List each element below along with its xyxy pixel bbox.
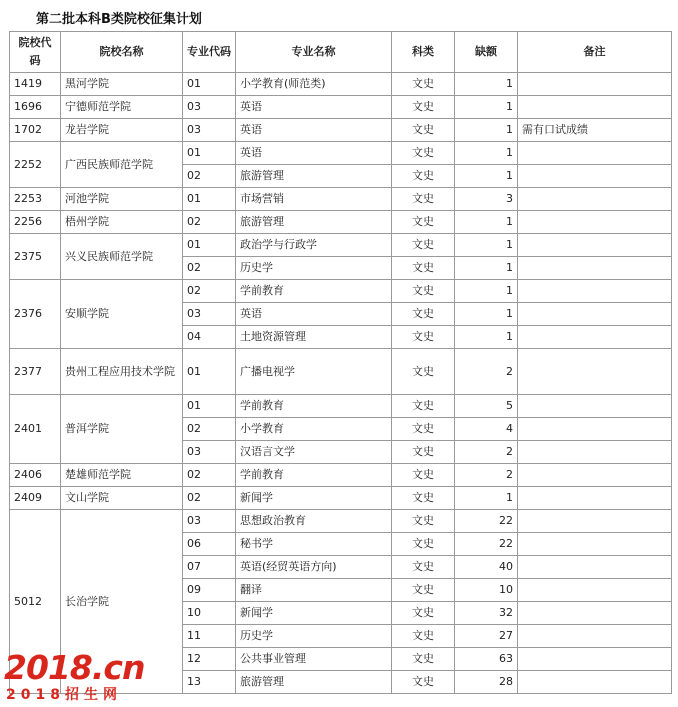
subject-cell: 文史 — [392, 395, 455, 418]
major-code-cell: 04 — [183, 326, 236, 349]
note-cell — [518, 73, 672, 96]
school-code-cell: 1696 — [10, 96, 61, 119]
major-code-cell: 11 — [183, 625, 236, 648]
note-cell — [518, 395, 672, 418]
table-row — [10, 280, 672, 303]
table-row — [10, 395, 672, 418]
note-cell — [518, 510, 672, 533]
school-code-cell: 2376 — [10, 280, 61, 349]
major-name-cell: 公共事业管理 — [236, 648, 392, 671]
major-name-cell: 新闻学 — [236, 602, 392, 625]
major-code-cell: 03 — [183, 510, 236, 533]
quota-cell: 1 — [455, 73, 518, 96]
subject-cell: 文史 — [392, 464, 455, 487]
school-name-cell: 贵州工程应用技术学院 — [61, 349, 183, 395]
major-name-cell: 英语 — [236, 96, 392, 119]
school-code-cell: 2409 — [10, 487, 61, 510]
major-code-cell: 02 — [183, 165, 236, 188]
table-row — [10, 96, 672, 119]
major-code-cell: 01 — [183, 395, 236, 418]
quota-cell: 28 — [455, 671, 518, 694]
major-code-cell: 10 — [183, 602, 236, 625]
major-code-cell: 01 — [183, 188, 236, 211]
major-code-cell: 09 — [183, 579, 236, 602]
major-name-cell: 汉语言文学 — [236, 441, 392, 464]
major-name-cell: 历史学 — [236, 257, 392, 280]
school-name-cell: 文山学院 — [61, 487, 183, 510]
quota-cell: 22 — [455, 533, 518, 556]
subject-cell: 文史 — [392, 648, 455, 671]
major-code-cell: 01 — [183, 234, 236, 257]
school-name-cell: 楚雄师范学院 — [61, 464, 183, 487]
school-name-cell: 黑河学院 — [61, 73, 183, 96]
major-code-cell: 06 — [183, 533, 236, 556]
quota-cell: 1 — [455, 96, 518, 119]
major-code-cell: 02 — [183, 418, 236, 441]
subject-cell: 文史 — [392, 579, 455, 602]
note-cell — [518, 211, 672, 234]
quota-cell: 1 — [455, 234, 518, 257]
table-row — [10, 487, 672, 510]
school-code-cell: 5012 — [10, 510, 61, 694]
major-code-cell: 07 — [183, 556, 236, 579]
school-code-cell: 2401 — [10, 395, 61, 464]
school-name-cell: 长治学院 — [61, 510, 183, 694]
note-cell — [518, 280, 672, 303]
quota-cell: 1 — [455, 119, 518, 142]
major-code-cell: 01 — [183, 142, 236, 165]
school-code-cell: 1419 — [10, 73, 61, 96]
header-school-name: 院校名称 — [61, 32, 183, 73]
subject-cell: 文史 — [392, 418, 455, 441]
school-code-cell: 2253 — [10, 188, 61, 211]
note-cell — [518, 234, 672, 257]
header-major-code: 专业代码 — [183, 32, 236, 73]
subject-cell: 文史 — [392, 441, 455, 464]
major-code-cell: 03 — [183, 119, 236, 142]
major-name-cell: 翻译 — [236, 579, 392, 602]
quota-cell: 1 — [455, 257, 518, 280]
table-row — [10, 211, 672, 234]
subject-cell: 文史 — [392, 211, 455, 234]
quota-cell: 1 — [455, 280, 518, 303]
subject-cell: 文史 — [392, 671, 455, 694]
major-code-cell: 03 — [183, 441, 236, 464]
major-code-cell: 01 — [183, 349, 236, 395]
major-name-cell: 秘书学 — [236, 533, 392, 556]
school-name-cell: 广西民族师范学院 — [61, 142, 183, 188]
note-cell — [518, 464, 672, 487]
school-code-cell: 2375 — [10, 234, 61, 280]
quota-cell: 5 — [455, 395, 518, 418]
note-cell — [518, 418, 672, 441]
subject-cell: 文史 — [392, 533, 455, 556]
quota-cell: 1 — [455, 303, 518, 326]
major-code-cell: 03 — [183, 303, 236, 326]
major-name-cell: 新闻学 — [236, 487, 392, 510]
school-code-cell: 2252 — [10, 142, 61, 188]
major-name-cell: 学前教育 — [236, 280, 392, 303]
watermark-main-text: 2018.cn — [4, 648, 145, 687]
subject-cell: 文史 — [392, 119, 455, 142]
subject-cell: 文史 — [392, 257, 455, 280]
table-row — [10, 73, 672, 96]
major-name-cell: 英语(经贸英语方向) — [236, 556, 392, 579]
school-code-cell: 2406 — [10, 464, 61, 487]
subject-cell: 文史 — [392, 142, 455, 165]
note-cell: 需有口试成绩 — [518, 119, 672, 142]
subject-cell: 文史 — [392, 326, 455, 349]
major-name-cell: 思想政治教育 — [236, 510, 392, 533]
school-name-cell: 宁德师范学院 — [61, 96, 183, 119]
major-name-cell: 旅游管理 — [236, 165, 392, 188]
note-cell — [518, 533, 672, 556]
quota-cell: 1 — [455, 211, 518, 234]
subject-cell: 文史 — [392, 510, 455, 533]
school-name-cell: 梧州学院 — [61, 211, 183, 234]
major-name-cell: 英语 — [236, 119, 392, 142]
school-name-cell: 安顺学院 — [61, 280, 183, 349]
major-code-cell: 03 — [183, 96, 236, 119]
school-name-cell: 兴义民族师范学院 — [61, 234, 183, 280]
major-name-cell: 历史学 — [236, 625, 392, 648]
major-name-cell: 旅游管理 — [236, 671, 392, 694]
school-code-cell: 1702 — [10, 119, 61, 142]
header-quota: 缺额 — [455, 32, 518, 73]
major-name-cell: 广播电视学 — [236, 349, 392, 395]
quota-cell: 4 — [455, 418, 518, 441]
major-name-cell: 英语 — [236, 142, 392, 165]
subject-cell: 文史 — [392, 625, 455, 648]
major-name-cell: 英语 — [236, 303, 392, 326]
major-name-cell: 政治学与行政学 — [236, 234, 392, 257]
quota-cell: 10 — [455, 579, 518, 602]
note-cell — [518, 441, 672, 464]
quota-cell: 32 — [455, 602, 518, 625]
major-code-cell: 02 — [183, 257, 236, 280]
major-name-cell: 土地资源管理 — [236, 326, 392, 349]
table-row — [10, 510, 672, 533]
quota-cell: 1 — [455, 142, 518, 165]
note-cell — [518, 602, 672, 625]
subject-cell: 文史 — [392, 349, 455, 395]
note-cell — [518, 556, 672, 579]
major-name-cell: 小学教育 — [236, 418, 392, 441]
note-cell — [518, 165, 672, 188]
quota-cell: 3 — [455, 188, 518, 211]
table-row — [10, 349, 672, 395]
header-note: 备注 — [518, 32, 672, 73]
school-name-cell: 河池学院 — [61, 188, 183, 211]
major-name-cell: 旅游管理 — [236, 211, 392, 234]
quota-cell: 63 — [455, 648, 518, 671]
major-code-cell: 02 — [183, 464, 236, 487]
major-code-cell: 01 — [183, 73, 236, 96]
subject-cell: 文史 — [392, 280, 455, 303]
quota-cell: 22 — [455, 510, 518, 533]
major-name-cell: 学前教育 — [236, 395, 392, 418]
table-row — [10, 234, 672, 257]
note-cell — [518, 671, 672, 694]
major-code-cell: 13 — [183, 671, 236, 694]
subject-cell: 文史 — [392, 96, 455, 119]
major-code-cell: 02 — [183, 487, 236, 510]
subject-cell: 文史 — [392, 487, 455, 510]
note-cell — [518, 188, 672, 211]
note-cell — [518, 487, 672, 510]
note-cell — [518, 349, 672, 395]
school-name-cell: 龙岩学院 — [61, 119, 183, 142]
note-cell — [518, 579, 672, 602]
school-name-cell: 普洱学院 — [61, 395, 183, 464]
quota-cell: 1 — [455, 326, 518, 349]
quota-cell: 27 — [455, 625, 518, 648]
quota-cell: 2 — [455, 441, 518, 464]
table-header-row — [10, 32, 672, 73]
school-code-cell: 2256 — [10, 211, 61, 234]
school-code-cell: 2377 — [10, 349, 61, 395]
subject-cell: 文史 — [392, 234, 455, 257]
quota-cell: 40 — [455, 556, 518, 579]
subject-cell: 文史 — [392, 303, 455, 326]
major-code-cell: 02 — [183, 280, 236, 303]
note-cell — [518, 648, 672, 671]
note-cell — [518, 326, 672, 349]
note-cell — [518, 303, 672, 326]
quota-cell: 1 — [455, 487, 518, 510]
table-row — [10, 119, 672, 142]
quota-cell: 1 — [455, 165, 518, 188]
subject-cell: 文史 — [392, 556, 455, 579]
major-code-cell: 12 — [183, 648, 236, 671]
enrollment-plan-table — [9, 31, 672, 694]
quota-cell: 2 — [455, 349, 518, 395]
major-code-cell: 02 — [183, 211, 236, 234]
subject-cell: 文史 — [392, 188, 455, 211]
major-name-cell: 学前教育 — [236, 464, 392, 487]
header-school-code: 院校代码 — [10, 32, 61, 73]
major-name-cell: 小学教育(师范类) — [236, 73, 392, 96]
major-name-cell: 市场营销 — [236, 188, 392, 211]
header-subject: 科类 — [392, 32, 455, 73]
note-cell — [518, 96, 672, 119]
table-row — [10, 142, 672, 165]
note-cell — [518, 142, 672, 165]
table-row — [10, 464, 672, 487]
subject-cell: 文史 — [392, 602, 455, 625]
header-major-name: 专业名称 — [236, 32, 392, 73]
table-row — [10, 188, 672, 211]
note-cell — [518, 625, 672, 648]
subject-cell: 文史 — [392, 73, 455, 96]
page-title: 第二批本科B类院校征集计划 — [36, 12, 202, 27]
note-cell — [518, 257, 672, 280]
subject-cell: 文史 — [392, 165, 455, 188]
quota-cell: 2 — [455, 464, 518, 487]
watermark-sub-text: 2018招生网 — [6, 687, 122, 703]
